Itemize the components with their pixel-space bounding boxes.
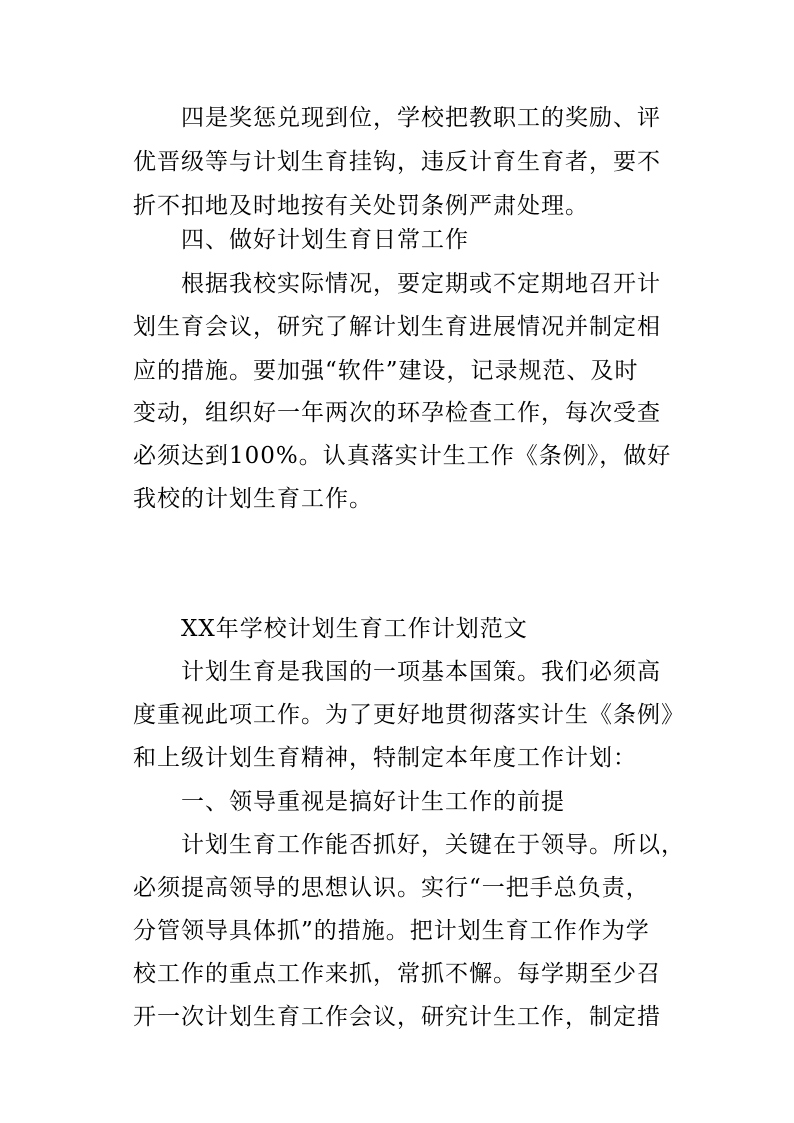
paragraph-line: 度重视此项工作。为了更好地贯彻落实计生《条例》 — [133, 702, 685, 728]
paragraph-line: 优晋级等与计划生育挂钩，违反计育生育者，要不 — [133, 149, 661, 175]
paragraph-line: 必须提高领导的思想认识。实行“一把手总负责， — [133, 875, 650, 901]
section-heading: 一、领导重视是搞好计生工作的前提 — [181, 789, 565, 815]
paragraph-line: 根据我校实际情况，要定期或不定期地召开计 — [181, 271, 661, 297]
paragraph-line: 分管领导具体抓”的措施。把计划生育工作作为学 — [133, 918, 650, 944]
paragraph-line: 开一次计划生育工作会议，研究计生工作，制定措 — [133, 1004, 661, 1030]
paragraph-line: 应的措施。要加强“软件”建设，记录规范、及时 — [133, 358, 639, 384]
paragraph-line: 和上级计划生育精神，特制定本年度工作计划： — [133, 745, 637, 771]
paragraph-line: 四是奖惩兑现到位，学校把教职工的奖励、评 — [181, 105, 661, 131]
document-title: XX年学校计划生育工作计划范文 — [181, 616, 528, 642]
section-heading: 四、做好计划生育日常工作 — [181, 227, 469, 253]
paragraph-line: 划生育会议，研究了解计划生育进展情况并制定相 — [133, 314, 661, 340]
paragraph-line: 我校的计划生育工作。 — [133, 486, 373, 512]
paragraph-line: 变动，组织好一年两次的环孕检查工作，每次受查 — [133, 400, 661, 426]
paragraph-line: 必须达到100%。认真落实计生工作《条例》，做好 — [133, 443, 672, 469]
paragraph-line: 折不扣地及时地按有关处罚条例严肃处理。 — [133, 193, 589, 219]
paragraph-line: 计划生育工作能否抓好，关键在于领导。所以， — [181, 832, 685, 858]
paragraph-line: 校工作的重点工作来抓，常抓不懈。每学期至少召 — [133, 961, 661, 987]
paragraph-line: 计划生育是我国的一项基本国策。我们必须高 — [181, 659, 661, 685]
